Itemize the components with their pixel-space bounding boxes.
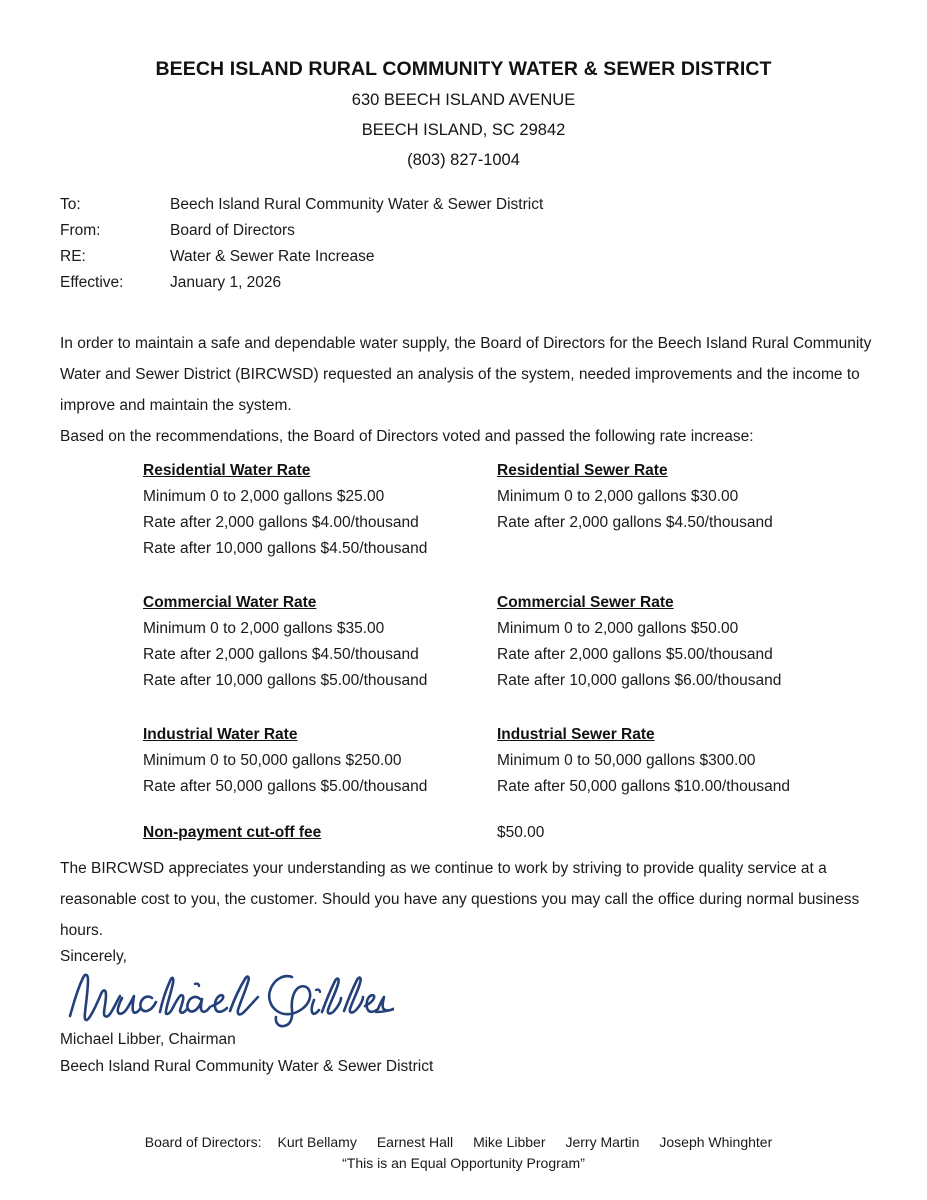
rate-line: Rate after 10,000 gallons $4.50/thousand xyxy=(143,540,428,557)
rate-table xyxy=(143,458,883,800)
rate-line: Rate after 2,000 gallons $4.50/thousand xyxy=(497,514,773,531)
signature-block xyxy=(60,944,580,1080)
signer-name-title: Michael Libber, Chairman xyxy=(60,1031,236,1048)
letterhead xyxy=(0,58,927,170)
rate-heading-commercial-water: Commercial Water Rate xyxy=(143,594,317,611)
director-name: Joseph Whinghter xyxy=(659,1134,773,1150)
rate-line: Minimum 0 to 50,000 gallons $250.00 xyxy=(143,752,402,769)
street-address: 630 BEECH ISLAND AVENUE xyxy=(351,91,576,110)
rate-line: Minimum 0 to 2,000 gallons $35.00 xyxy=(143,620,385,637)
rate-line: Rate after 50,000 gallons $5.00/thousand xyxy=(143,778,428,795)
equal-opportunity-slogan: “This is an Equal Opportunity Program” xyxy=(342,1155,585,1171)
memo-row-from xyxy=(60,218,860,244)
rate-col-residential-water xyxy=(143,458,497,562)
signature-closing: Sincerely, xyxy=(60,948,127,965)
rate-col-industrial-water xyxy=(143,722,497,800)
rate-line: Rate after 2,000 gallons $4.50/thousand xyxy=(143,646,419,663)
rate-line: Rate after 10,000 gallons $6.00/thousand xyxy=(497,672,782,689)
signer-organization: Beech Island Rural Community Water & Sewer District xyxy=(60,1058,434,1075)
organization-title: BEECH ISLAND RURAL COMMUNITY WATER & SEWER DISTRICT xyxy=(155,58,772,80)
rate-line: Minimum 0 to 2,000 gallons $50.00 xyxy=(497,620,739,637)
memo-row-to xyxy=(60,192,860,218)
rate-line: Rate after 2,000 gallons $5.00/thousand xyxy=(497,646,773,663)
non-payment-fee-row xyxy=(143,820,883,846)
closing-paragraph: The BIRCWSD appreciates your understanding as we continue to work by striving to provide quality service at a reasonable cost to you, the customer. Should you have any questions you may call the office during normal business hours. xyxy=(60,860,860,939)
rate-heading-industrial-sewer: Industrial Sewer Rate xyxy=(497,726,655,743)
memo-value-re: Water & Sewer Rate Increase xyxy=(170,248,375,265)
page-footer xyxy=(0,1131,927,1174)
rate-line: Rate after 2,000 gallons $4.00/thousand xyxy=(143,514,419,531)
rate-col-industrial-sewer xyxy=(497,722,851,800)
non-payment-fee-label: Non-payment cut-off fee xyxy=(143,824,322,841)
board-of-directors-label: Board of Directors: xyxy=(144,1134,262,1150)
phone-number: (803) 827-1004 xyxy=(407,150,520,169)
memo-row-effective xyxy=(60,270,860,296)
recommendations-paragraph: Based on the recommendations, the Board of Directors voted and passed the following rate increase: xyxy=(60,428,754,445)
director-name: Earnest Hall xyxy=(376,1134,454,1150)
rate-group-industrial xyxy=(143,722,883,800)
memo-label-from: From: xyxy=(60,222,101,239)
memo-value-effective: January 1, 2026 xyxy=(170,274,282,291)
rate-line: Rate after 10,000 gallons $5.00/thousand xyxy=(143,672,428,689)
rate-col-commercial-water xyxy=(143,590,497,694)
director-name: Mike Libber xyxy=(473,1134,546,1150)
memo-value-from: Board of Directors xyxy=(170,222,295,239)
rate-line: Minimum 0 to 2,000 gallons $30.00 xyxy=(497,488,739,505)
intro-paragraph: In order to maintain a safe and dependable water supply, the Board of Directors for the Beech Island Rural Community Water and Sewer District (BIRCWSD) requested an analysis of the system, needed improvements and the income to improve and maintain the system. xyxy=(60,335,872,414)
rate-heading-residential-sewer: Residential Sewer Rate xyxy=(497,462,668,479)
rate-heading-residential-water: Residential Water Rate xyxy=(143,462,311,479)
rate-line: Minimum 0 to 2,000 gallons $25.00 xyxy=(143,488,385,505)
memo-row-re xyxy=(60,244,860,270)
director-name: Kurt Bellamy xyxy=(277,1134,357,1150)
handwritten-signature-icon xyxy=(64,968,394,1030)
rate-group-residential xyxy=(143,458,883,562)
memo-value-to: Beech Island Rural Community Water & Sewer District xyxy=(170,196,544,213)
director-name: Jerry Martin xyxy=(565,1134,640,1150)
memo-label-re: RE: xyxy=(60,248,86,265)
board-of-directors-line xyxy=(0,1131,927,1153)
rate-col-commercial-sewer xyxy=(497,590,851,694)
rate-heading-industrial-water: Industrial Water Rate xyxy=(143,726,298,743)
rate-group-commercial xyxy=(143,590,883,694)
memo-header xyxy=(60,192,860,296)
city-state-zip: BEECH ISLAND, SC 29842 xyxy=(361,121,566,140)
rate-line: Rate after 50,000 gallons $10.00/thousand xyxy=(497,778,791,795)
non-payment-fee-amount: $50.00 xyxy=(497,824,545,841)
rate-col-residential-sewer xyxy=(497,458,851,562)
memo-label-to: To: xyxy=(60,196,81,213)
rate-heading-commercial-sewer: Commercial Sewer Rate xyxy=(497,594,674,611)
memo-label-effective: Effective: xyxy=(60,274,124,291)
rate-line: Minimum 0 to 50,000 gallons $300.00 xyxy=(497,752,756,769)
